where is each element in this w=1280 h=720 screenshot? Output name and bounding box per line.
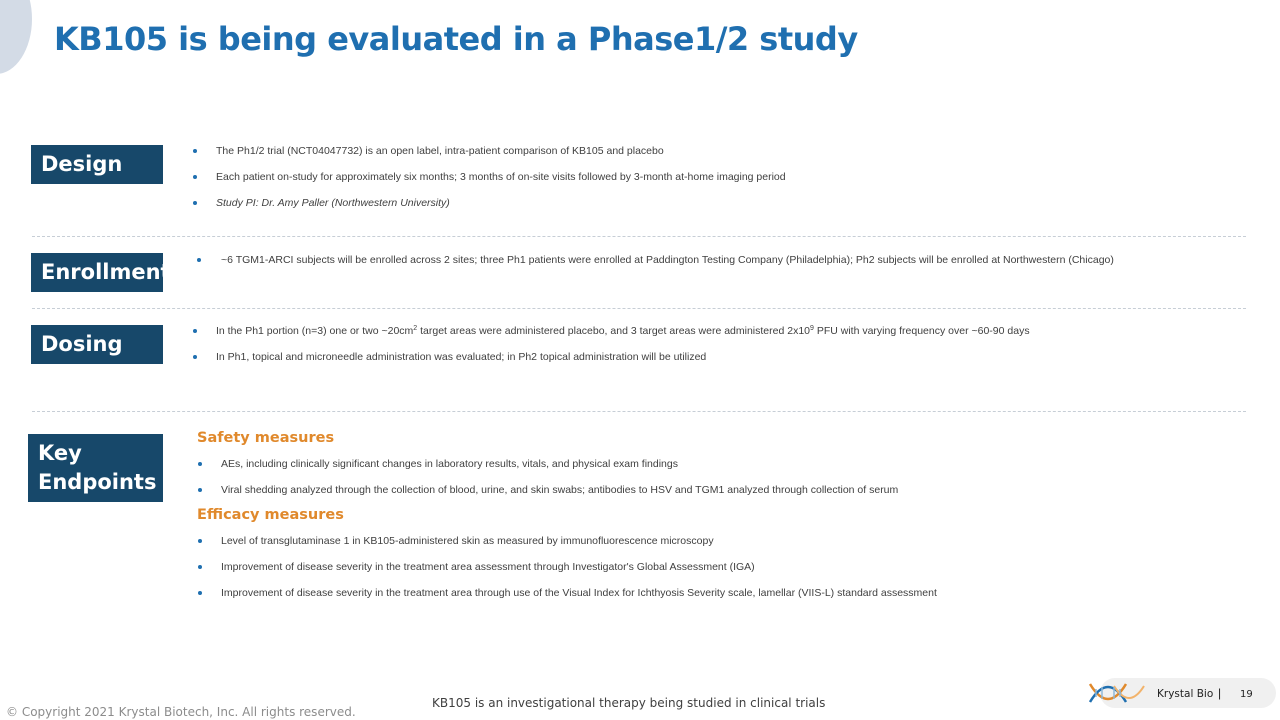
bullet-text: The Ph1/2 trial (NCT04047732) is an open label, intra-patient comparison of KB105 and placebo: [216, 145, 664, 157]
bullet-dot: [198, 591, 202, 595]
enrollment-label: Enrollment: [31, 253, 163, 292]
key-endpoints-label: [28, 434, 163, 502]
bullet-dot: [198, 488, 202, 492]
copyright-text: © Copyright 2021 Krystal Biotech, Inc. All rights reserved.: [6, 705, 356, 719]
bullet-text: Improvement of disease severity in the treatment area through use of the Visual Index for Ichthyosis Severity scale, lamellar (VIIS-L) standard assessment: [221, 587, 937, 599]
bullet-text: AEs, including clinically significant changes in laboratory results, vitals, and physical exam findings: [221, 458, 678, 470]
bullet-text: Each patient on-study for approximately six months; 3 months of on-site visits followed by 3-month at-home imaging period: [216, 171, 786, 183]
superscript: 2: [413, 325, 418, 332]
superscript: 9: [810, 325, 814, 332]
bullet-text: In Ph1, topical and microneedle administration was evaluated; in Ph2 topical administration will be utilized: [216, 351, 707, 363]
page-number: 19: [1240, 689, 1253, 700]
bullet-dot: [198, 462, 202, 466]
efficacy-heading: Efficacy measures: [197, 507, 344, 523]
bullet-text-part: target areas were administered placebo, and 3 target areas were administered 2x10: [417, 325, 811, 337]
bullet-text: [216, 325, 1030, 337]
bullet-text-part: In the Ph1 portion (n=3) one or two ~20cm: [216, 325, 414, 337]
bullet-text: ~6 TGM1-ARCI subjects will be enrolled across 2 sites; three Ph1 patients were enrolled at Paddington Testing Company (Philadelphia); Ph2 subjects will be enrolled at Northwestern (Chicago): [221, 254, 1114, 266]
bullet-text: Study PI: Dr. Amy Paller (Northwestern University): [216, 197, 450, 209]
corner-decoration: [0, 0, 32, 74]
footer-separator: |: [1218, 686, 1222, 700]
bullet-dot: [193, 175, 197, 179]
label-line: Key: [38, 441, 82, 465]
bullet-text: Viral shedding analyzed through the collection of blood, urine, and skin swabs; antibodies to HSV and TGM1 analyzed through collection of serum: [221, 484, 899, 496]
bullet-text: Level of transglutaminase 1 in KB105-administered skin as measured by immunofluorescence microscopy: [221, 535, 714, 547]
label-line: Endpoints: [38, 470, 157, 494]
bullet-dot: [193, 329, 197, 333]
footer-note: KB105 is an investigational therapy being studied in clinical trials: [432, 696, 826, 710]
safety-heading: Safety measures: [197, 430, 335, 446]
bullet-dot: [198, 565, 202, 569]
brand-name: Krystal Bio: [1157, 688, 1214, 700]
bullet-dot: [193, 201, 197, 205]
bullet-text-part: PFU with varying frequency over ~60-90 days: [813, 325, 1030, 337]
dosing-label: Dosing: [31, 325, 163, 364]
section-divider: [32, 308, 1246, 309]
section-divider: [32, 411, 1246, 412]
bullet-dot: [193, 149, 197, 153]
bullet-dot: [193, 355, 197, 359]
design-label: Design: [31, 145, 163, 184]
section-divider: [32, 236, 1246, 237]
bullet-text: Improvement of disease severity in the treatment area assessment through Investigator's Global Assessment (IGA): [221, 561, 755, 573]
bullet-dot: [197, 258, 201, 262]
page-title: KB105 is being evaluated in a Phase1/2 study: [54, 20, 858, 58]
dna-helix-logo-icon: [1086, 678, 1150, 708]
bullet-dot: [198, 539, 202, 543]
